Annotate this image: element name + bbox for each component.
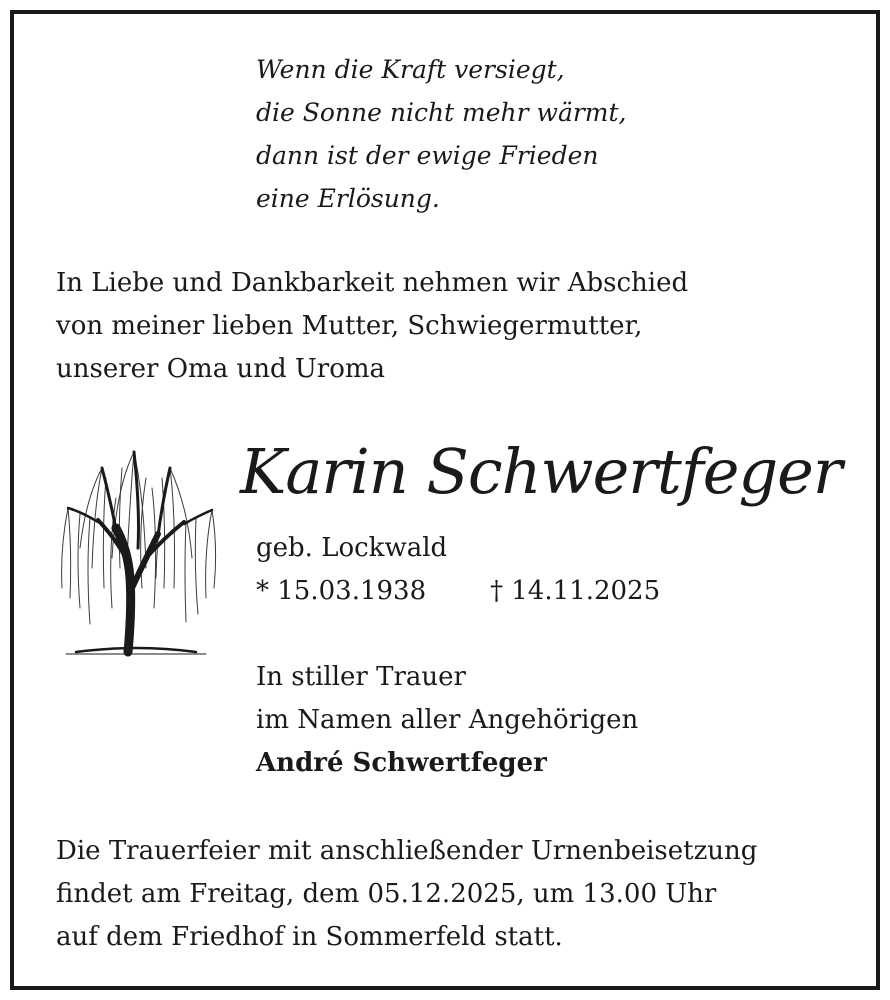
weeping-willow-icon xyxy=(46,438,226,663)
maiden-name: geb. Lockwald xyxy=(256,533,448,563)
birth-date: * 15.03.1938 xyxy=(256,576,427,606)
mourning-line: In stiller Trauer xyxy=(256,662,466,692)
ceremony-notice xyxy=(56,830,757,959)
ceremony-line: Die Trauerfeier mit anschließender Urnenbeisetzung xyxy=(56,836,758,866)
poem-line: Wenn die Kraft versiegt, xyxy=(256,55,565,84)
poem-line: die Sonne nicht mehr wärmt, xyxy=(256,98,627,127)
signatory-name: André Schwertfeger xyxy=(256,748,547,778)
ceremony-line: findet am Freitag, dem 05.12.2025, um 13.00 Uhr xyxy=(56,879,717,909)
intro-line: von meiner lieben Mutter, Schwiegermutter, xyxy=(56,311,643,341)
poem xyxy=(256,48,627,220)
intro-line: unserer Oma und Uroma xyxy=(56,354,386,384)
signature-block xyxy=(256,656,638,785)
ceremony-line: auf dem Friedhof in Sommerfeld statt. xyxy=(56,922,563,952)
intro-line: In Liebe und Dankbarkeit nehmen wir Abschied xyxy=(56,268,689,298)
farewell-intro xyxy=(56,262,688,391)
poem-line: eine Erlösung. xyxy=(256,184,440,213)
poem-line: dann ist der ewige Frieden xyxy=(256,141,599,170)
deceased-name: Karin Schwertfeger xyxy=(240,435,842,508)
death-date: † 14.11.2025 xyxy=(490,576,661,606)
relatives-line: im Namen aller Angehörigen xyxy=(256,705,639,735)
life-dates xyxy=(256,570,661,613)
